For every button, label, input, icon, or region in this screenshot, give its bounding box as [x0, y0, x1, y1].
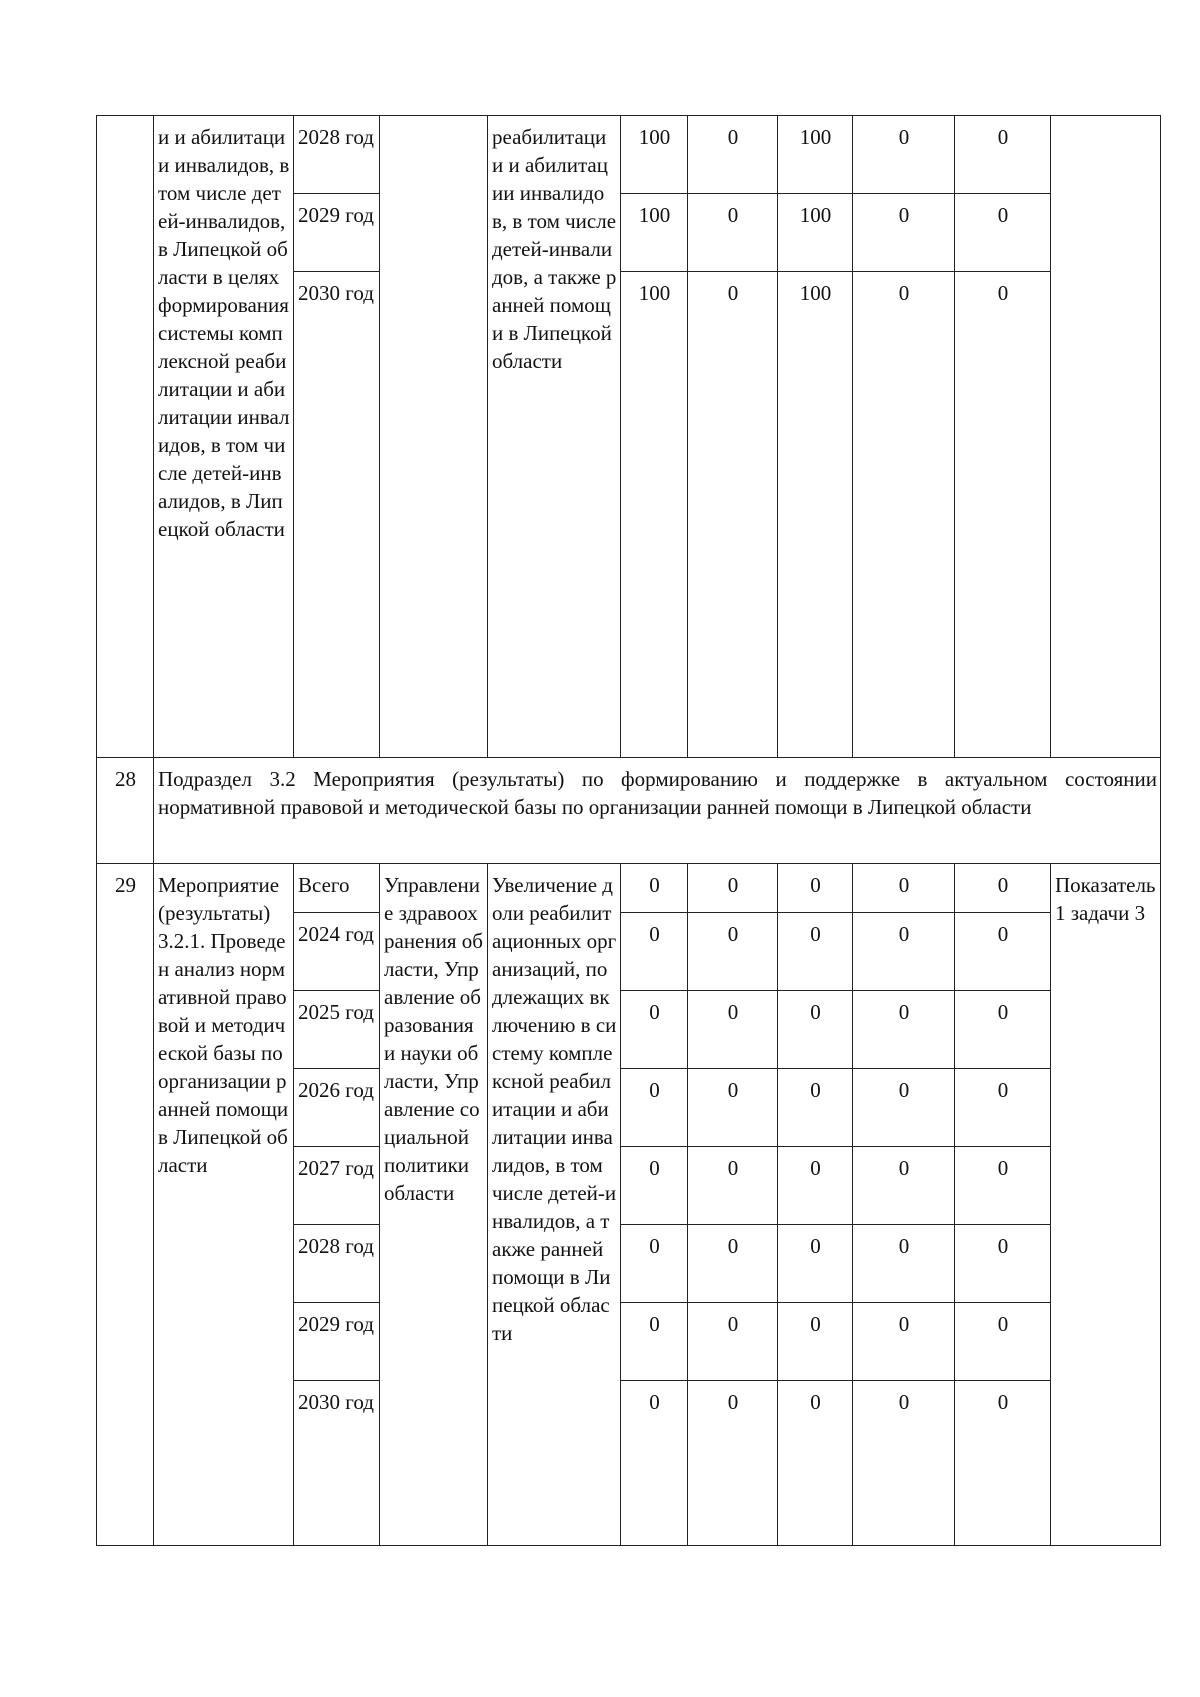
value-cell: 0 — [688, 272, 778, 758]
value-cell: 0 — [853, 194, 955, 272]
value-cell: 0 — [853, 1381, 955, 1546]
link-cell — [1051, 116, 1161, 758]
value-cell: 0 — [688, 864, 778, 913]
value-cell: 0 — [955, 864, 1051, 913]
row-number-cell: 28 — [97, 758, 154, 864]
value-cell: 0 — [853, 116, 955, 194]
value-cell: 100 — [621, 116, 688, 194]
value-cell: 0 — [853, 1303, 955, 1381]
section-row — [97, 758, 1161, 864]
year-cell: 2030 год — [294, 272, 380, 758]
subsection-title: Подраздел 3.2 Мероприятия (результаты) по формированию и поддержке в актуальном состоянии нормативной правовой и методической базы по организации ранней помощи в Липецкой области — [154, 758, 1161, 864]
value-cell: 0 — [621, 1381, 688, 1546]
measure-name-cell: Мероприятие (результаты) 3.2.1. Проведен анализ нормативной правовой и методической базы по организации ранней помощи в Липецкой области — [154, 864, 294, 1546]
value-cell: 0 — [621, 913, 688, 991]
value-cell: 0 — [621, 1147, 688, 1225]
value-cell: 0 — [853, 1225, 955, 1303]
year-cell: 2024 год — [294, 913, 380, 991]
value-cell: 0 — [955, 1303, 1051, 1381]
year-cell: 2027 год — [294, 1147, 380, 1225]
row-number-cell — [97, 116, 154, 758]
value-cell: 0 — [621, 1303, 688, 1381]
value-cell: 0 — [778, 1069, 853, 1147]
value-cell: 0 — [778, 991, 853, 1069]
program-table — [96, 115, 1161, 1546]
value-cell: 0 — [853, 1147, 955, 1225]
value-cell: 0 — [778, 1381, 853, 1546]
value-cell: 0 — [853, 991, 955, 1069]
year-cell: 2025 год — [294, 991, 380, 1069]
value-cell: 0 — [621, 1225, 688, 1303]
value-cell: 0 — [778, 913, 853, 991]
indicator-cell: Увеличение доли реабилитационных организаций, подлежащих включению в систему комплексной реабилитации и абилитации инвалидов, в том числе детей-инвалидов, а также ранней помощи в Липецкой области — [488, 864, 621, 1546]
year-cell: 2029 год — [294, 1303, 380, 1381]
value-cell: 0 — [688, 1069, 778, 1147]
value-cell: 0 — [955, 116, 1051, 194]
link-cell: Показатель 1 задачи 3 — [1051, 864, 1161, 1546]
value-cell: 100 — [778, 116, 853, 194]
value-cell: 100 — [778, 194, 853, 272]
value-cell: 0 — [621, 991, 688, 1069]
year-cell: 2026 год — [294, 1069, 380, 1147]
value-cell: 0 — [688, 1381, 778, 1546]
row-number-cell: 29 — [97, 864, 154, 1546]
responsible-cell — [380, 116, 488, 758]
value-cell: 0 — [621, 864, 688, 913]
indicator-cell: реабилитации и абилитации инвалидов, в том числе детей-инвалидов, а также ранней помощи в Липецкой области — [488, 116, 621, 758]
value-cell: 0 — [955, 913, 1051, 991]
value-cell: 0 — [853, 913, 955, 991]
value-cell: 0 — [688, 1225, 778, 1303]
value-cell: 0 — [778, 1303, 853, 1381]
year-cell: 2028 год — [294, 116, 380, 194]
value-cell: 0 — [778, 864, 853, 913]
value-cell: 100 — [621, 272, 688, 758]
value-cell: 0 — [778, 1147, 853, 1225]
value-cell: 0 — [955, 194, 1051, 272]
value-cell: 0 — [853, 1069, 955, 1147]
value-cell: 0 — [955, 272, 1051, 758]
value-cell: 0 — [955, 1069, 1051, 1147]
table-row — [97, 864, 1161, 913]
value-cell: 0 — [688, 913, 778, 991]
value-cell: 0 — [955, 991, 1051, 1069]
value-cell: 0 — [955, 1381, 1051, 1546]
year-cell: 2030 год — [294, 1381, 380, 1546]
value-cell: 0 — [778, 1225, 853, 1303]
value-cell: 100 — [621, 194, 688, 272]
year-cell: 2028 год — [294, 1225, 380, 1303]
value-cell: 0 — [853, 272, 955, 758]
value-cell: 0 — [688, 991, 778, 1069]
year-cell: Всего — [294, 864, 380, 913]
year-cell: 2029 год — [294, 194, 380, 272]
responsible-cell: Управление здравоохранения области, Управление образования и науки области, Управление социальной политики области — [380, 864, 488, 1546]
value-cell: 0 — [853, 864, 955, 913]
value-cell: 0 — [688, 1303, 778, 1381]
measure-name-cell: и и абилитации инвалидов, в том числе детей-инвалидов, в Липецкой области в целях формирования системы комплексной реабилитации и абилитации инвалидов, в том числе детей-инвалидов, в Липецкой области — [154, 116, 294, 758]
value-cell: 100 — [778, 272, 853, 758]
value-cell: 0 — [688, 194, 778, 272]
value-cell: 0 — [955, 1147, 1051, 1225]
value-cell: 0 — [688, 1147, 778, 1225]
value-cell: 0 — [621, 1069, 688, 1147]
table-row — [97, 116, 1161, 194]
value-cell: 0 — [688, 116, 778, 194]
value-cell: 0 — [955, 1225, 1051, 1303]
